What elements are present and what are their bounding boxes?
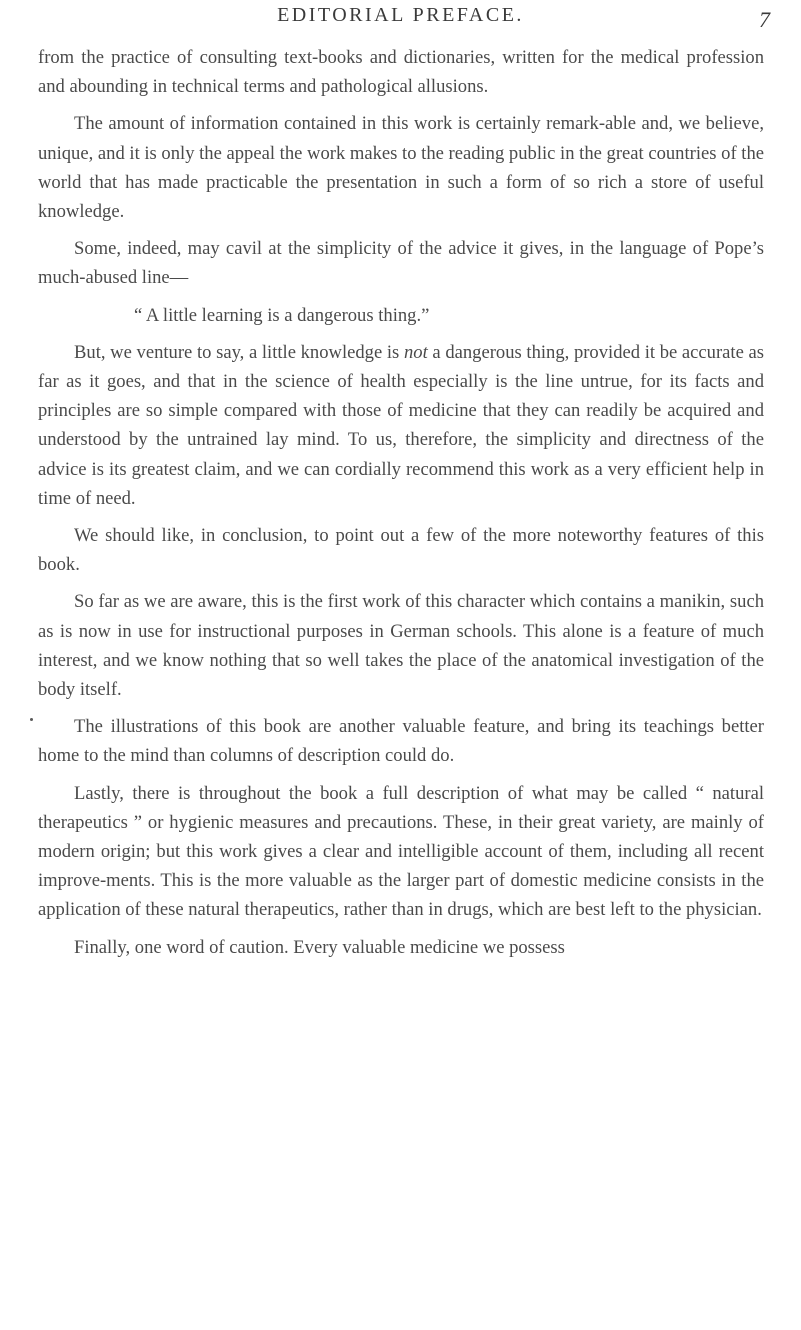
body-text (38, 43, 764, 970)
paragraph-natural-therapeutics: Lastly, there is throughout the book a full description of what may be called “ natural therapeutics ” or hygienic measures and precautions. These, in their great variety, are mainly of modern origin; but this work gives a clear and intelligible account of them, including all recent improve-ments. This is the more valuable as the larger part of domestic medicine consists in the application of these natural therapeutics, rather than in drugs, which are best left to the physician. (38, 782, 764, 921)
paragraph-caution: Finally, one word of caution. Every valuable medicine we possess (74, 936, 565, 958)
paragraph-continuation: from the practice of consulting text-books and dictionaries, written for the medical profession and abounding in technical terms and pathological allusions. (38, 47, 764, 98)
paragraph-little-knowledge-rest: a dangerous thing, provided it be accurate as far as it goes, and that in the science of health especially is the line untrue, for its facts and principles are so simple compared with those of medicine that they can readily be acquired and understood by the untrained lay mind. To us, therefore, the simplicity and directness of the advice is its greatest claim, and we can cordially recommend this work as a very efficient help in time of need. (38, 341, 764, 509)
paragraph-manikin: So far as we are aware, this is the first work of this character which contains a manikin, such as is now in use for instructional purposes in German schools. This alone is a feature of much interest, and we know nothing that so well takes the place of the anatomical investigation of the body itself. (38, 591, 764, 701)
page-number: 7 (759, 7, 770, 32)
paragraph-simplicity: Some, indeed, may cavil at the simplicity of the advice it gives, in the language of Pope’s much-abused line— (38, 238, 764, 289)
paragraph-little-knowledge-start: But, we venture to say, a little knowledge is (74, 341, 404, 363)
emphasis-not: not (403, 341, 428, 363)
pope-quotation: “ A little learning is a dangerous thing.” (134, 304, 430, 326)
paragraph-illustrations: The illustrations of this book are another valuable feature, and bring its teachings better home to the mind than columns of description could do. (38, 716, 764, 767)
running-head (0, 4, 801, 34)
paragraph-little-knowledge (38, 338, 764, 513)
paragraph-amount-of-information: The amount of information contained in this work is certainly remark-able and, we believe, unique, and it is only the appeal the work makes to the reading public in the great countries of the world that has made practicable the presentation in such a form of so rich a store of useful knowledge. (38, 113, 764, 223)
running-title: EDITORIAL PREFACE. (277, 4, 524, 26)
paragraph-conclusion: We should like, in conclusion, to point out a few of the more noteworthy features of this book. (38, 525, 764, 576)
print-speck (30, 718, 33, 721)
